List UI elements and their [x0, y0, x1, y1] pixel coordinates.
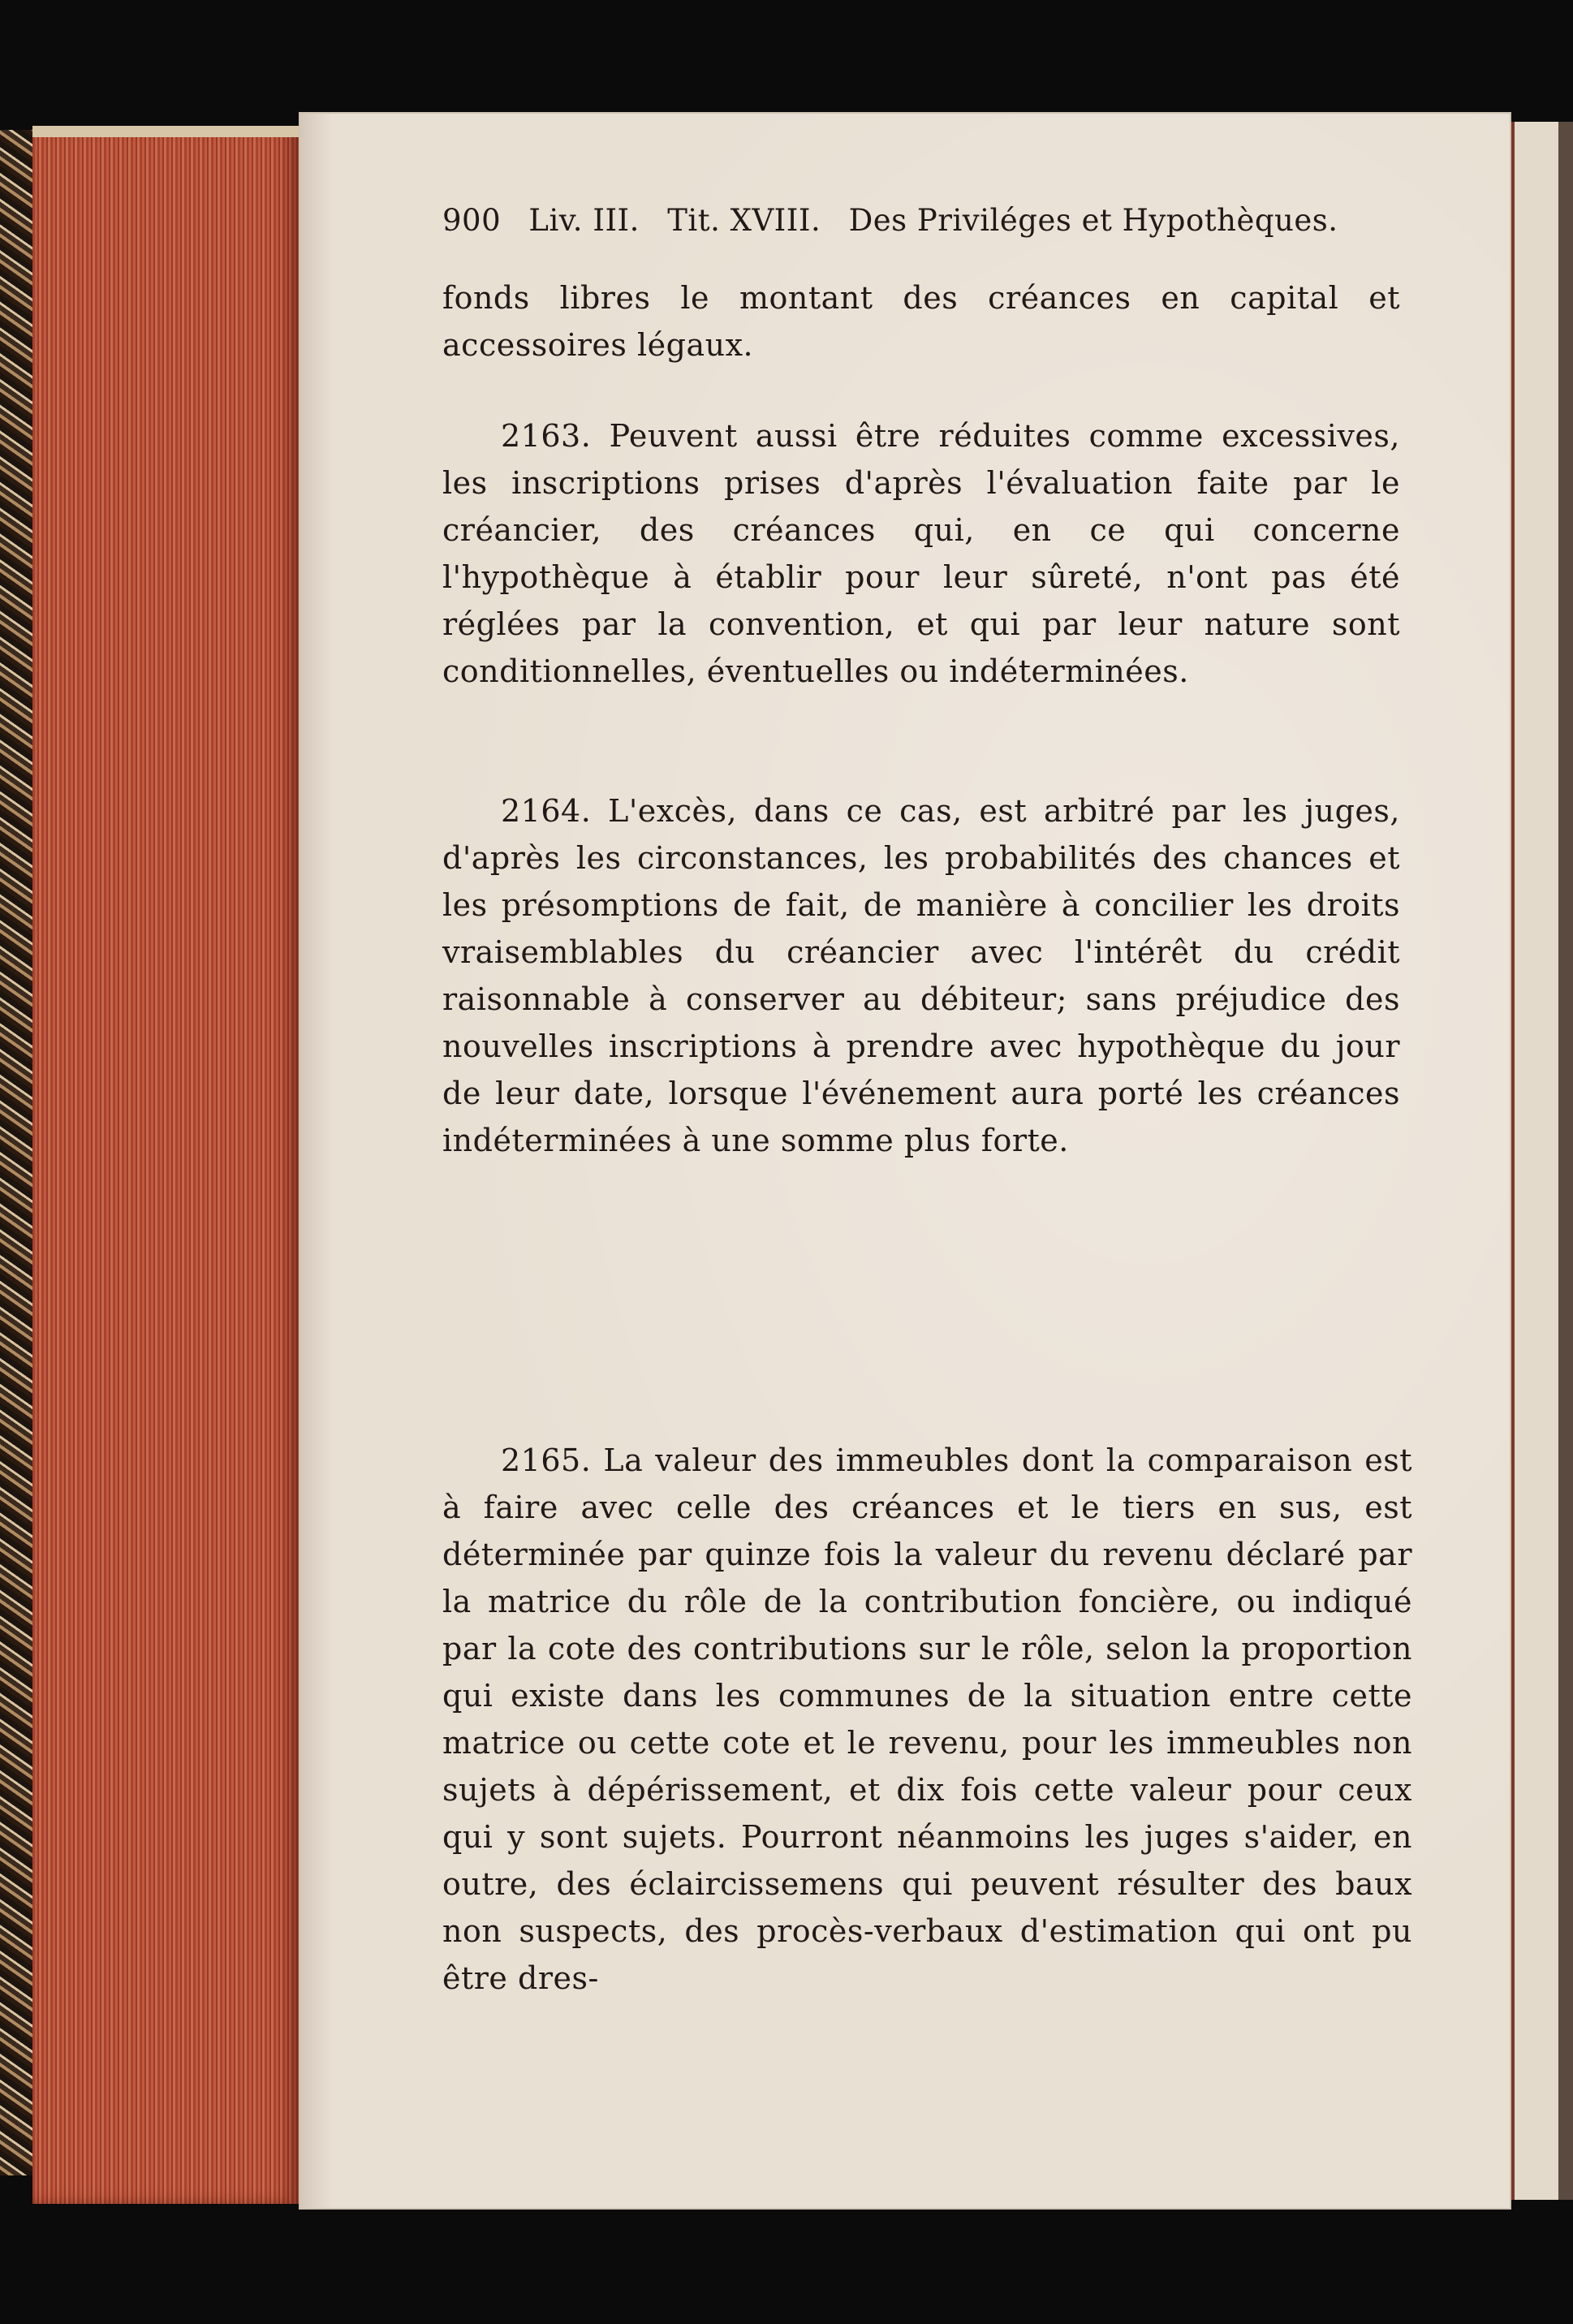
- marbled-cover-edge: [0, 130, 32, 2175]
- page-number: 900: [442, 203, 502, 238]
- header-title: Tit. XVIII.: [667, 203, 821, 238]
- paragraph-text: fonds libres le montant des créances en capital et accessoires légaux.: [442, 280, 1400, 363]
- article-2163: [442, 412, 1400, 695]
- paragraph-text: La valeur des immeubles dont la comparaison est à faire avec celle des créances et le tiers en sus, est déterminée par quinze fois la valeur du revenu déclaré par la matrice du rôle de la contribution foncière, ou indiqué par la cote des contributions sur le rôle, selon la proportion qui existe dans les communes de la situation entre cette matrice ou cette cote et le revenu, pour les immeubles non sujets à dépérissement, et dix fois cette valeur pour ceux qui y sont sujets. Pourront néanmoins les juges s'aider, en outre, des éclaircissemens qui peuvent résulter des baux non suspects, des procès-verbaux d'estimation qui ont pu être dres-: [442, 1442, 1412, 1996]
- header-subject: Des Priviléges et Hypothèques.: [848, 203, 1338, 238]
- paragraph-text: Peuvent aussi être réduites comme excessives, les inscriptions prises d'après l'évaluation faite par le créancier, des créances qui, en ce qui concerne l'hypothèque à établir pour leur sûreté, n'ont pas été réglées par la convention, et qui par leur nature sont conditionnelles, éventuelles ou indéterminées.: [442, 418, 1400, 689]
- paragraph-continuation: [442, 274, 1400, 369]
- paragraph-text: L'excès, dans ce cas, est arbitré par les juges, d'après les circonstances, les probabilités des chances et les présomptions de fait, de manière à concilier les droits vraisemblables du créancier avec l'intérêt du crédit raisonnable à conserver au débiteur; sans préjudice des nouvelles inscriptions à prendre avec hypothèque du jour de leur date, lorsque l'événement aura porté les créances indéterminées à une somme plus forte.: [442, 793, 1400, 1158]
- right-page-edge: [1510, 122, 1573, 2200]
- article-2165: [442, 1437, 1412, 2002]
- page-block-fore-edge: [32, 126, 300, 2204]
- article-number: 2163.: [501, 418, 592, 454]
- article-2164: [442, 787, 1400, 1164]
- header-book: Liv. III.: [528, 203, 640, 238]
- page-block-top: [32, 126, 300, 137]
- article-number: 2164.: [501, 793, 592, 829]
- running-header: [442, 203, 1392, 238]
- article-number: 2165.: [501, 1442, 592, 1478]
